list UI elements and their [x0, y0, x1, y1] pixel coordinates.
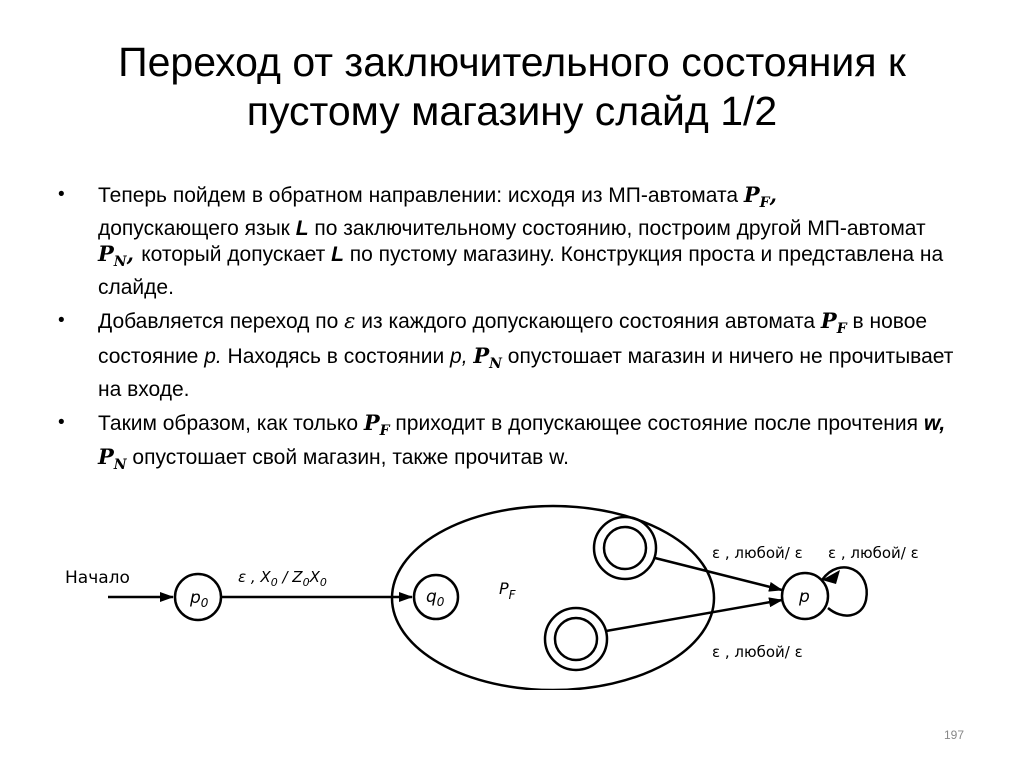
edge-upper-to-p: [655, 558, 782, 590]
pda-diagram: [0, 490, 1024, 690]
math-w: w,: [923, 411, 946, 435]
bullet-item: [58, 182, 958, 300]
text: ,: [126, 241, 142, 267]
state-p0-label: $p_0$: [190, 588, 209, 610]
bullet-item: [58, 308, 958, 401]
text: по пустому магазину. Конструкция проста и представлена на слайде.: [98, 243, 944, 300]
math-pn: $P_N$: [98, 443, 127, 474]
automaton-pf-label: $P_F$: [499, 579, 516, 602]
start-label: Начало: [65, 568, 130, 588]
bullet-dot-icon: •: [58, 184, 65, 205]
title-line-2: пустому магазину слайд 1/2: [246, 88, 778, 134]
edge-lower-to-p: [606, 600, 782, 631]
text: Находясь в состоянии: [221, 344, 451, 368]
state-q0-label: $q_0$: [426, 587, 445, 609]
bullet-dot-icon: •: [58, 411, 65, 433]
text: по заключительному состоянию, построим другой МП-автомат: [308, 217, 926, 241]
page-number: 197: [943, 728, 964, 742]
math-L: L: [295, 217, 309, 241]
accepting-state-upper-inner: [604, 527, 646, 569]
text: опустошает свой магазин, также прочитав w.: [126, 445, 569, 469]
math-pf: $P_F$: [820, 308, 847, 338]
edge-upper-label: ε , любой/ ε: [712, 544, 803, 562]
bullet-list: [58, 182, 958, 486]
edge-lower-label: ε , любой/ ε: [712, 643, 803, 661]
text: Теперь пойдем в обратном направлении: исходя из МП-автомата: [98, 184, 744, 207]
text: приходит в допускающее состояние после прочтения: [389, 411, 924, 435]
math-pf: $P_F$: [363, 409, 390, 439]
math-p: p,: [450, 344, 474, 368]
text: в новое состояние: [98, 310, 928, 368]
math-pf: $P_F$: [743, 182, 770, 212]
text: который допускает: [141, 243, 332, 267]
slide-title: [40, 38, 984, 136]
math-epsilon: ε: [344, 309, 356, 334]
math-pn: $P_N$: [473, 342, 502, 372]
text: ,: [769, 182, 777, 207]
math-pn: $P_N$: [98, 241, 127, 271]
edge-loop-label: ε , любой/ ε: [828, 544, 919, 562]
text: опустошает магазин и ничего не прочитывает на входе.: [98, 344, 954, 401]
state-p-label: p: [799, 587, 810, 607]
bullet-dot-icon: •: [58, 310, 65, 332]
math-p: p.: [204, 344, 222, 368]
accepting-state-lower-inner: [555, 618, 597, 660]
text: из каждого допускающего состояния автомата: [355, 310, 821, 334]
math-L: L: [331, 243, 344, 267]
text: допускающего язык: [98, 217, 296, 241]
title-line-1: Переход от заключительного состояния к: [118, 39, 906, 85]
edge-p0-q0-label: ε , $X_0 / Z_0X_0$: [238, 568, 327, 589]
text: Добавляется переход по: [98, 310, 345, 334]
bullet-item: [58, 410, 958, 478]
text: Таким образом, как только: [98, 411, 364, 435]
